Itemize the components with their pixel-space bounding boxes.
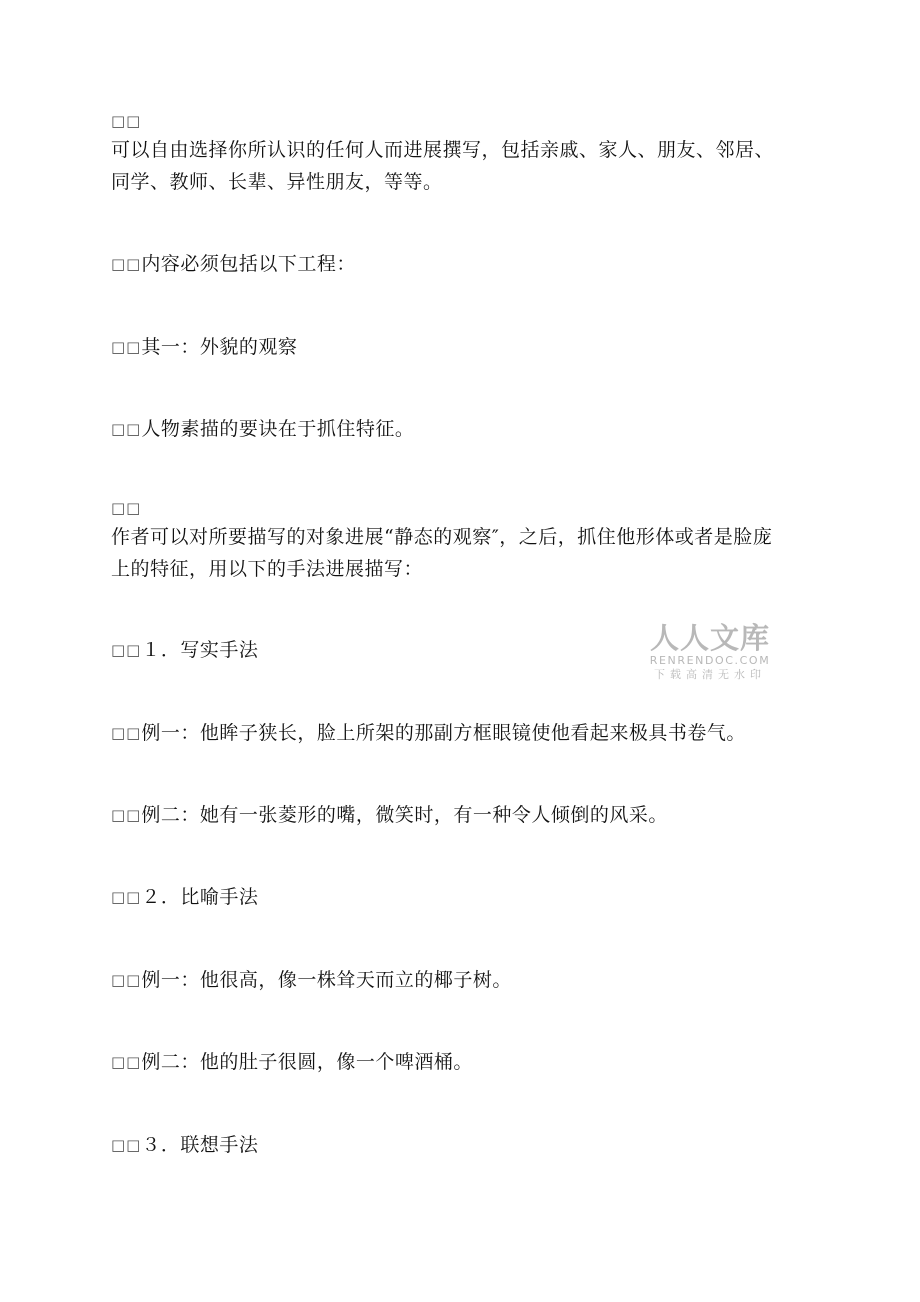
line-text: 例二：她有一张菱形的嘴，微笑时，有一种令人倾倒的风采。: [141, 804, 668, 826]
paragraph-line: [111, 415, 811, 443]
placeholder-glyphs: □□: [111, 499, 142, 517]
line-text: 例一：他眸子狭长，脸上所架的那副方框眼镜使他看起来极具书卷气。: [141, 722, 746, 744]
paragraph-line: [111, 523, 811, 551]
paragraph-line: [111, 883, 811, 911]
placeholder-glyphs: □□: [111, 1053, 142, 1071]
line-text: 例一：他很高，像一株耸天而立的椰子树。: [141, 969, 512, 991]
paragraph-line: [111, 719, 811, 747]
paragraph-line: [111, 1048, 811, 1076]
line-text: 上的特征，用以下的手法进展描写：: [111, 558, 424, 580]
placeholder-glyphs: □□: [111, 971, 142, 989]
placeholder-glyphs: □□: [111, 420, 142, 438]
placeholder-glyphs: □□: [111, 255, 142, 273]
placeholder-glyphs: □□: [111, 1136, 142, 1154]
line-text: ３．联想手法: [141, 1134, 259, 1156]
paragraph-line: [111, 801, 811, 829]
paragraph-line: [111, 333, 811, 361]
line-text: 可以自由选择你所认识的任何人而进展撰写，包括亲戚、家人、朋友、邻居、: [111, 139, 775, 161]
placeholder-glyphs: □□: [111, 806, 142, 824]
paragraph-line: [111, 250, 811, 278]
watermark-title: 人人文库: [649, 621, 770, 655]
placeholder-glyphs: □□: [111, 888, 142, 906]
placeholder-glyphs: □□: [111, 641, 142, 659]
paragraph-line: [111, 494, 811, 522]
paragraph-line: [111, 1131, 811, 1159]
paragraph-line: [111, 168, 811, 196]
line-text: 同学、教师、长辈、异性朋友，等等。: [111, 171, 443, 193]
paragraph-line: [111, 966, 811, 994]
watermark-url: RENRENDOC.COM: [649, 654, 771, 667]
watermark-logo: [640, 622, 780, 682]
line-text: 作者可以对所要描写的对象进展“静态的观察″，之后，抓住他形体或者是脸庞: [111, 526, 773, 548]
line-text: 人物素描的要诀在于抓住特征。: [141, 418, 415, 440]
line-text: 内容必须包括以下工程：: [141, 253, 356, 275]
placeholder-glyphs: □□: [111, 112, 142, 130]
line-text: ２．比喻手法: [141, 886, 259, 908]
placeholder-glyphs: □□: [111, 338, 142, 356]
watermark-subtitle: 下载高清无水印: [654, 668, 766, 681]
paragraph-line: [111, 107, 811, 135]
line-text: 其一：外貌的观察: [141, 336, 298, 358]
paragraph-line: [111, 555, 811, 583]
line-text: 例二：他的肚子很圆，像一个啤酒桶。: [141, 1051, 473, 1073]
line-text: １．写实手法: [141, 639, 259, 661]
paragraph-line: [111, 136, 811, 164]
placeholder-glyphs: □□: [111, 724, 142, 742]
